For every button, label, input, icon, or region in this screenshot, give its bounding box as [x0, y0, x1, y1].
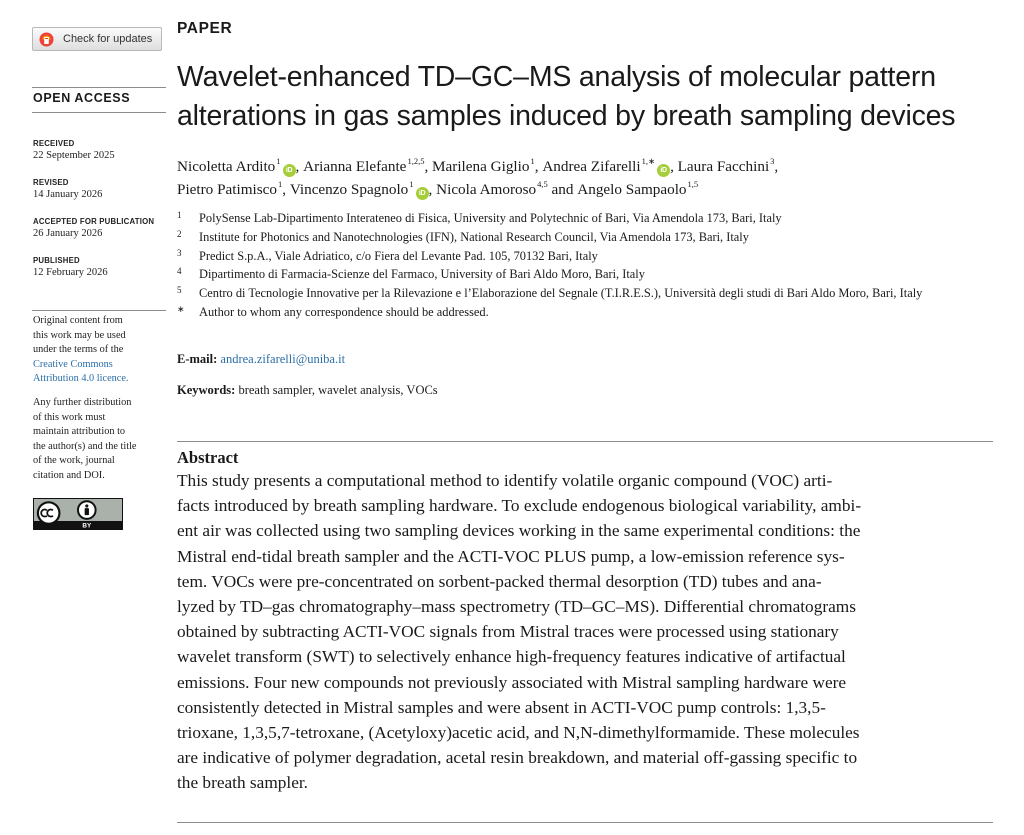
abstract-top-rule	[177, 441, 993, 442]
date-label: RECEIVED	[33, 139, 75, 148]
author-name: Nicoletta Ardito	[177, 158, 276, 175]
author-affil-ref: 1,5	[687, 178, 699, 189]
sidebar-divider	[32, 112, 166, 113]
affiliation-list	[177, 209, 999, 322]
abstract-line: trioxane, 1,3,5,7-tetroxane, (Acetyloxy)acetic acid, and N,N-dimethylformamide. These molecules	[177, 723, 860, 743]
author-name: Vincenzo Spagnolo	[289, 180, 409, 198]
affiliation-text: Institute for Photonics and Nanotechnologies (IFN), National Research Council, Via Amendola 173, Bari, Italy	[199, 229, 749, 244]
author-separator: ,	[534, 158, 543, 175]
distribution-text: of this work must	[33, 411, 106, 423]
license-note	[33, 314, 168, 387]
abstract-line: consistently detected in Mistral samples and were absent in ACTI-VOC pump controls: 1,3,5-	[177, 697, 826, 717]
article-type: PAPER	[177, 20, 233, 37]
date-value: 26 January 2026	[33, 228, 103, 239]
author-separator: ,	[670, 158, 678, 175]
author-separator: and	[547, 180, 578, 198]
accepted-date	[33, 217, 154, 241]
abstract-line: lyzed by TD–gas chromatography–mass spectrometry (TD–GC–MS). Differential chromatograms	[177, 597, 856, 617]
check-for-updates-label: Check for updates	[63, 33, 153, 45]
abstract-line: obtained by subtracting ACTI-VOC signals from Mistral traces were processed using stationary	[177, 622, 839, 642]
keywords-text: breath sampler, wavelet analysis, VOCs	[238, 383, 438, 397]
received-date	[33, 139, 115, 163]
author-affil-ref: 1	[277, 178, 283, 189]
license-link[interactable]: Attribution 4.0 licence.	[33, 373, 129, 384]
abstract-bottom-rule	[177, 822, 993, 823]
cc-badge-text: BY	[82, 522, 92, 530]
affiliation-text: Dipartimento di Farmacia-Scienze del Farmaco, University of Bari Aldo Moro, Bari, Italy	[199, 267, 645, 282]
author-name: Angelo Sampaolo	[577, 180, 687, 198]
email-line	[177, 352, 345, 367]
author-name: Nicola Amoroso	[436, 180, 537, 198]
affiliation-text: Author to whom any correspondence should be addressed.	[199, 304, 489, 319]
affiliation	[177, 284, 999, 303]
author-name: Laura Facchini	[677, 158, 770, 175]
affiliation	[177, 209, 999, 228]
open-access-label: OPEN ACCESS	[33, 91, 131, 105]
abstract-line: wavelet transform (SWT) to selectively enhance high-frequency features indicative of artifactual	[177, 647, 846, 667]
abstract-line: tem. VOCs were pre-concentrated on sorbent-packed thermal desorption (TD) tubes and ana-	[177, 571, 822, 591]
author	[542, 158, 677, 175]
author	[577, 178, 699, 198]
author-affil-ref: 1,2,5	[407, 156, 425, 166]
author	[289, 178, 437, 198]
abstract-heading: Abstract	[177, 448, 239, 467]
author-affil-ref: 4,5	[537, 178, 548, 189]
author-affil-ref: 1	[276, 156, 281, 166]
affiliation-text: Centro di Tecnologie Innovative per la Rilevazione e l’Elaborazione del Segnale (T.I.R.E.S.), Università degli studi di Bari Aldo Moro, Bari, Italy	[199, 286, 923, 301]
author-separator: ,	[424, 158, 433, 175]
date-label: ACCEPTED FOR PUBLICATION	[33, 217, 155, 226]
email-link[interactable]: andrea.zifarelli@uniba.it	[220, 352, 346, 366]
keywords-label: Keywords:	[177, 383, 236, 397]
sidebar	[0, 0, 170, 835]
author-name: Andrea Zifarelli	[542, 158, 641, 175]
abstract-line: Mistral end-tidal breath sampler and the ACTI-VOC PLUS pump, a low-emission reference sys-	[177, 546, 845, 566]
author-name: Arianna Elefante	[303, 158, 407, 175]
author-separator: ,	[295, 158, 304, 175]
abstract-line: ent air was collected using two sampling devices working in the same experimental conditions: the	[177, 521, 861, 541]
license-text: under the terms of the	[33, 344, 124, 355]
cc-by-badge[interactable]	[33, 498, 123, 530]
author-name: Pietro Patimisco	[177, 180, 277, 198]
distribution-text: of the work, journal	[33, 455, 115, 466]
author	[177, 178, 290, 198]
author-separator: ,	[774, 158, 779, 175]
published-date	[33, 256, 108, 280]
affiliation-mark: 2	[177, 228, 182, 239]
distribution-text: Any further distribution	[33, 397, 132, 408]
abstract-line: are indicative of polymer degradation, acetal resin breakdown, and material off-gassing specific to	[177, 748, 858, 768]
author	[432, 158, 542, 175]
date-value: 22 September 2025	[33, 150, 115, 161]
article-title	[177, 58, 992, 136]
license-link[interactable]: Creative Commons	[33, 358, 113, 370]
sidebar-divider	[32, 87, 166, 88]
affiliation-mark: 4	[177, 266, 182, 277]
affiliation-mark: 1	[177, 210, 182, 220]
date-value: 12 February 2026	[33, 267, 108, 278]
date-value: 14 January 2026	[33, 189, 103, 200]
author	[678, 158, 779, 175]
orcid-icon[interactable]: iD	[657, 164, 670, 177]
date-label: REVISED	[33, 178, 69, 187]
email-label: E-mail:	[177, 352, 218, 366]
affiliation	[177, 265, 999, 284]
license-text: this work may be used	[33, 329, 126, 341]
keywords-line	[177, 383, 438, 398]
crossmark-icon	[39, 32, 54, 47]
author-separator: ,	[282, 180, 290, 198]
affiliation	[177, 228, 999, 247]
orcid-icon[interactable]: iD	[283, 164, 296, 177]
date-label: PUBLISHED	[33, 256, 80, 265]
correspondence-note	[177, 303, 999, 322]
license-text: Original content from	[33, 315, 123, 326]
revised-date	[33, 178, 102, 202]
check-for-updates-button[interactable]	[32, 27, 162, 51]
distribution-note	[33, 396, 168, 483]
affiliation-mark: 5	[177, 285, 182, 296]
affiliation	[177, 247, 999, 266]
abstract-line: emissions. Four new compounds not previously associated with Mistral sampling hardware were	[177, 672, 847, 692]
affiliation-mark: ∗	[177, 303, 185, 314]
distribution-text: citation and DOI.	[33, 469, 105, 481]
author	[303, 158, 432, 175]
author-separator: ,	[428, 180, 437, 198]
sidebar-divider	[32, 310, 166, 311]
abstract-line: the breath sampler.	[177, 773, 309, 793]
distribution-text: maintain attribution to	[33, 426, 126, 437]
author-list	[177, 156, 997, 201]
orcid-icon[interactable]: iD	[416, 187, 429, 200]
author-affil-ref: 1	[530, 156, 535, 166]
author	[436, 178, 578, 198]
author	[177, 158, 303, 175]
distribution-text: the author(s) and the title	[33, 440, 137, 452]
affiliation-text: PolySense Lab-Dipartimento Interateneo di Fisica, University and Polytechnic of Bari, Via Amendola 173, Bari, Italy	[199, 211, 782, 225]
abstract-line: facts introduced by breath sampling hardware. To exclude endogenous biological variability, ambi-	[177, 496, 862, 516]
author-affil-ref: 1	[409, 178, 414, 189]
author-affil-ref: 3	[770, 156, 775, 166]
abstract-body	[177, 468, 997, 796]
author-affil-ref: 1,∗	[641, 156, 656, 166]
cc-by-icon	[34, 498, 122, 530]
author-name: Marilena Giglio	[432, 158, 530, 175]
abstract-line: This study presents a computational method to identify volatile organic compound (VOC) arti-	[177, 471, 833, 490]
title-line: Wavelet-enhanced TD–GC–MS analysis of molecular pattern	[177, 61, 936, 93]
affiliation-mark: 3	[177, 247, 182, 258]
title-line: alterations in gas samples induced by breath sampling devices	[177, 100, 956, 132]
affiliation-text: Predict S.p.A., Viale Adriatico, c/o Fiera del Levante Pad. 105, 70132 Bari, Italy	[199, 248, 598, 263]
